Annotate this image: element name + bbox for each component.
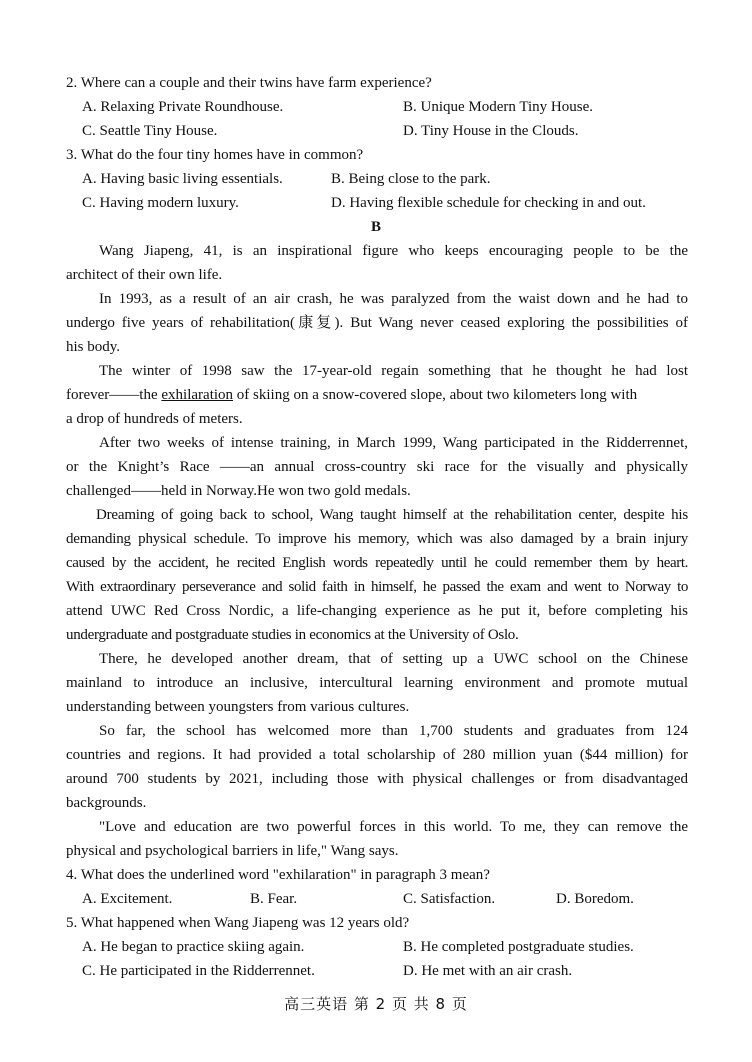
passage-line: or the Knight’s Race ——an annual cross-country ski race for the visually and physically (66, 459, 688, 475)
passage-line: his body. (66, 339, 121, 355)
passage-line: The winter of 1998 saw the 17-year-old regain something that he thought he had lost (99, 363, 688, 379)
question-2-option-c: C. Seattle Tiny House. (82, 123, 218, 139)
passage-line: "Love and education are two powerful forces in this world. To me, they can remove the (99, 819, 688, 835)
question-4-stem: 4. What does the underlined word "exhilaration" in paragraph 3 mean? (66, 867, 490, 883)
question-3-option-d: D. Having flexible schedule for checking in and out. (331, 195, 646, 211)
passage-line: In 1993, as a result of an air crash, he was paralyzed from the waist down and he had to (99, 291, 688, 307)
question-3-option-b: B. Being close to the park. (331, 171, 491, 187)
passage-text: forever——the (66, 387, 162, 403)
question-2-option-b: B. Unique Modern Tiny House. (403, 99, 594, 115)
passage-line: So far, the school has welcomed more than 1,700 students and graduates from 124 (99, 723, 688, 739)
question-3-option-c: C. Having modern luxury. (82, 195, 239, 211)
question-5-option-b: B. He completed postgraduate studies. (403, 939, 634, 955)
question-4-option-c: C. Satisfaction. (403, 891, 496, 907)
passage-line: undergraduate and postgraduate studies in economics at the University of Oslo. (66, 627, 519, 643)
passage-line: architect of their own life. (66, 267, 223, 283)
question-4-option-a: A. Excitement. (82, 891, 173, 907)
question-5-option-c: C. He participated in the Ridderrennet. (82, 963, 315, 979)
question-2-option-d: D. Tiny House in the Clouds. (403, 123, 579, 139)
question-3-option-a: A. Having basic living essentials. (82, 171, 283, 187)
passage-text: of skiing on a snow-covered slope, about two kilometers long with (233, 387, 638, 403)
question-4-option-b: B. Fear. (250, 891, 298, 907)
passage-line: backgrounds. (66, 795, 147, 811)
passage-line: undergo five years of rehabilitation(康复). But Wang never ceased exploring the possibilities of (66, 315, 688, 331)
passage-line: understanding between youngsters from various cultures. (66, 699, 410, 715)
passage-line: After two weeks of intense training, in March 1999, Wang participated in the Ridderrennet, (99, 435, 688, 451)
page-footer: 高三英语 第 2 页 共 8 页 (284, 995, 468, 1013)
question-4-option-d: D. Boredom. (556, 891, 634, 907)
question-5-option-a: A. He began to practice skiing again. (82, 939, 305, 955)
question-5-option-d: D. He met with an air crash. (403, 963, 573, 979)
question-3-stem: 3. What do the four tiny homes have in common? (66, 147, 364, 163)
passage-line: Dreaming of going back to school, Wang taught himself at the rehabilitation center, despite his (96, 507, 688, 523)
question-5-stem: 5. What happened when Wang Jiapeng was 12 years old? (66, 915, 410, 931)
underlined-word: exhilaration (161, 387, 234, 403)
passage-line: caused by the accident, he recited English words repeatedly until he could remember them by heart. (66, 555, 688, 571)
passage-line: demanding physical schedule. To improve his memory, which was also damaged by a brain injury (66, 531, 688, 547)
passage-line: Wang Jiapeng, 41, is an inspirational figure who keeps encouraging people to be the (99, 243, 688, 259)
passage-line: challenged——held in Norway.He won two gold medals. (66, 483, 411, 499)
passage-line: around 700 students by 2021, including those with physical challenges or from disadvantaged (66, 771, 688, 787)
passage-line: a drop of hundreds of meters. (66, 411, 243, 427)
passage-line: There, he developed another dream, that of setting up a UWC school on the Chinese (99, 651, 688, 667)
passage-line: With extraordinary perseverance and solid faith in himself, he passed the exam and went to Norway to (66, 579, 688, 595)
question-2-stem: 2. Where can a couple and their twins have farm experience? (66, 75, 432, 91)
passage-line: physical and psychological barriers in life," Wang says. (66, 843, 399, 859)
passage-line: countries and regions. It had provided a total scholarship of 280 million yuan ($44 million) for (66, 747, 688, 763)
passage-line: attend UWC Red Cross Nordic, a life-changing experience as he put it, before completing his (66, 603, 688, 619)
section-heading: B (370, 219, 381, 235)
passage-line: mainland to introduce an inclusive, intercultural learning environment and promote mutual (66, 675, 688, 691)
passage-line-with-underline (66, 383, 688, 407)
question-2-option-a: A. Relaxing Private Roundhouse. (82, 99, 284, 115)
